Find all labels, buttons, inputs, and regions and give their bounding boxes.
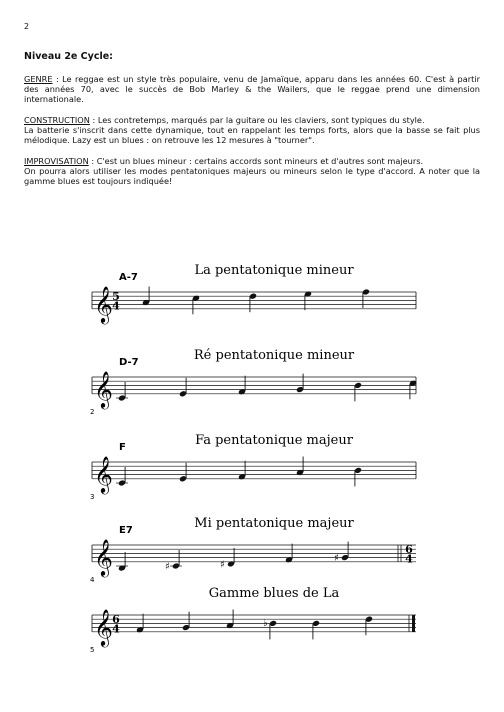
- paragraph-line: GENRE : Le reggae est un style très populaire, venu de Jamaïque, apparu dans les années 60. C'est à partir des années 70, avec le succès de Bob Marley & the Wailers, que le reggae prend une dimension internationale.: [24, 74, 480, 104]
- chord-symbol: D-7: [119, 357, 139, 368]
- chord-symbol: F: [119, 442, 126, 453]
- time-signature-bottom: 4: [112, 299, 120, 313]
- staff-title: Fa pentatonique majeur: [195, 433, 353, 448]
- treble-clef-icon: 𝄞: [94, 284, 113, 323]
- paragraph-label: IMPROVISATION: [24, 156, 89, 166]
- time-signature-top: 6: [405, 542, 413, 556]
- text-block: [24, 52, 480, 197]
- paragraph-construction: [24, 115, 480, 145]
- paragraph-label: CONSTRUCTION: [24, 115, 90, 125]
- paragraph-genre: [24, 74, 480, 104]
- time-signature-top: 6: [112, 612, 120, 626]
- paragraph-improvisation: [24, 156, 480, 186]
- treble-clef-icon: 𝄞: [94, 607, 113, 646]
- system-number: 4: [90, 575, 95, 584]
- sharp-icon: ♯: [334, 553, 339, 565]
- staff-title: La pentatonique mineur: [194, 263, 354, 278]
- staff-title: Gamme blues de La: [208, 586, 340, 601]
- treble-clef-icon: 𝄞: [94, 369, 113, 408]
- treble-clef-icon: 𝄞: [94, 454, 113, 493]
- page-number: 2: [24, 22, 30, 31]
- paragraph-line: CONSTRUCTION : Les contretemps, marqués par la guitare ou les claviers, sont typiques du style.: [24, 115, 425, 125]
- paragraph-line: IMPROVISATION : C'est un blues mineur : certains accords sont mineurs et d'autres sont majeurs.: [24, 156, 424, 166]
- sharp-icon: ♯: [165, 561, 170, 573]
- time-signature-bottom: 4: [405, 552, 413, 566]
- time-signature-top: 5: [112, 289, 120, 303]
- system-number: 5: [90, 645, 95, 654]
- system-number: 2: [90, 407, 95, 416]
- section-heading: Niveau 2e Cycle:: [24, 51, 113, 62]
- paragraph-line: La batterie s'inscrit dans cette dynamique, tout en rappelant les temps forts, alors que la basse se fait plus mélodique. Lazy est un blues : on retrouve les 12 mesures à "tourner".: [24, 125, 480, 145]
- paragraph-line: On pourra alors utiliser les modes pentatoniques majeurs ou mineurs selon le type d'accord. A noter que la gamme blues est toujours indiquée!: [24, 166, 480, 186]
- sharp-icon: ♯: [220, 559, 225, 571]
- chord-symbol: A-7: [119, 272, 138, 283]
- staff-title: Mi pentatonique majeur: [194, 516, 354, 531]
- staff-title: Ré pentatonique mineur: [193, 348, 355, 363]
- system-number: 3: [90, 492, 95, 501]
- final-barline: [412, 615, 415, 632]
- chord-symbol: E7: [119, 525, 133, 536]
- flat-icon: ♭: [263, 617, 268, 629]
- music-score: [0, 240, 504, 654]
- treble-clef-icon: 𝄞: [94, 537, 113, 576]
- paragraph-label: GENRE: [24, 74, 53, 84]
- time-signature-bottom: 4: [112, 622, 120, 636]
